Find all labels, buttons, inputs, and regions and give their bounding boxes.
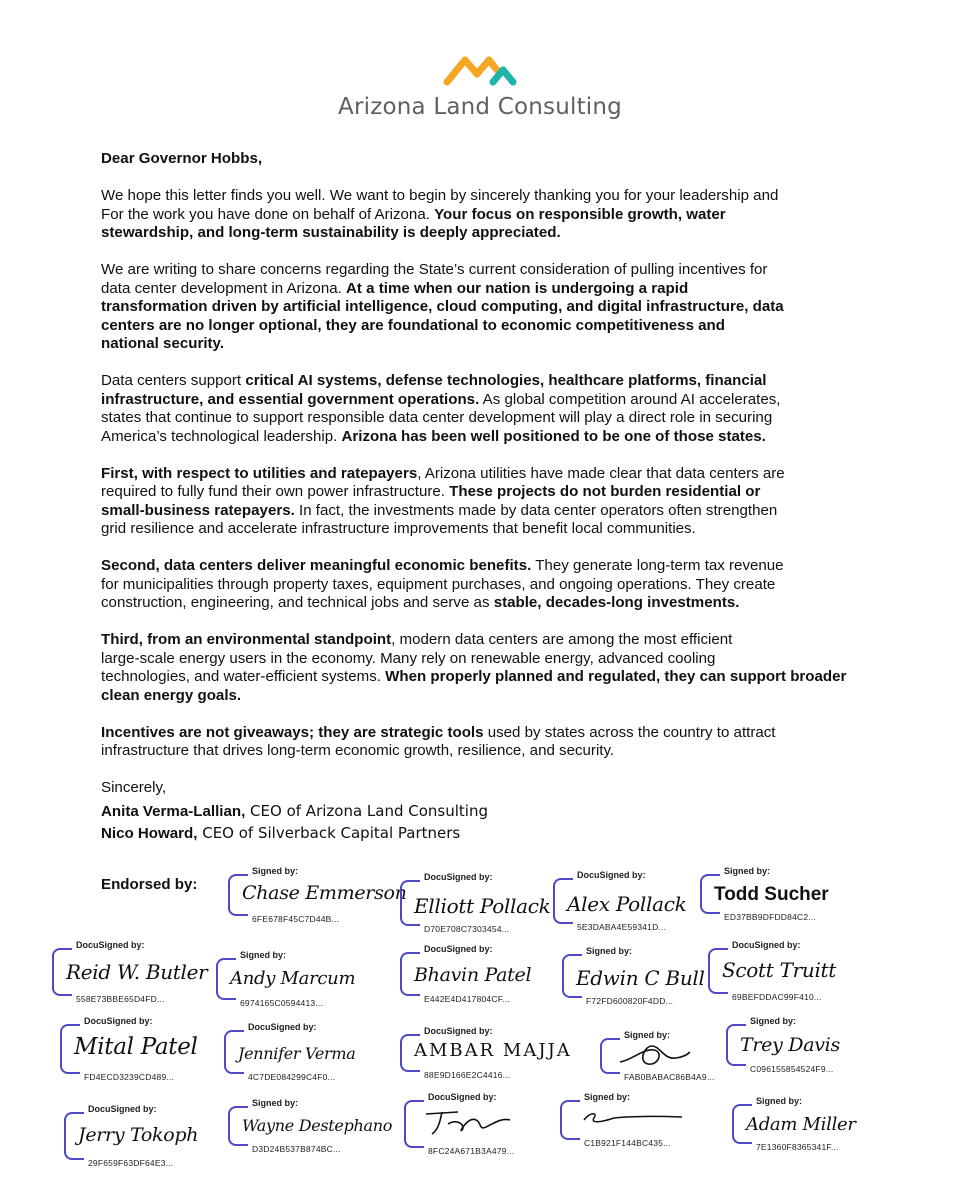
signature-header: DocuSigned by: — [577, 870, 646, 880]
text-span: Data centers support — [101, 372, 246, 389]
signature-id: 6FE678F45C7D44B... — [252, 914, 340, 924]
text-span: America’s technological leadership. — [101, 427, 342, 445]
text-line: We are writing to share concerns regarding the State’s current consideration of pulling incentives for — [101, 261, 768, 278]
signature-header: Signed by: — [750, 1016, 797, 1026]
signature-header: DocuSigned by: — [88, 1104, 157, 1114]
letter-body — [101, 150, 891, 844]
company-logo — [0, 52, 960, 120]
paragraph-support — [101, 372, 891, 446]
signature-id: C1B921F144BC435... — [584, 1138, 671, 1148]
signature-image: Todd Sucher — [714, 884, 829, 905]
logo-mark-icon — [443, 52, 517, 88]
signature-block — [400, 944, 550, 1004]
signature-image: Trey Davis — [740, 1034, 840, 1056]
signature-id: D3D24B537B874BC... — [252, 1144, 341, 1154]
paragraph-intro — [101, 187, 891, 243]
signature-block — [228, 1098, 393, 1154]
signature-image: Mital Patel — [74, 1034, 198, 1060]
signature-block — [562, 946, 705, 1006]
signature-image: AMBAR MAJJA — [414, 1040, 572, 1061]
signature-image: Andy Marcum — [230, 968, 356, 989]
signature-block — [216, 950, 356, 1008]
signature-id: 29F659F63DF64E3... — [88, 1158, 174, 1168]
signature-header: Signed by: — [252, 866, 299, 876]
signature-block — [560, 1092, 700, 1148]
signature-id: D70E708C7303454... — [424, 924, 510, 934]
text-line: states that continue to support responsible data center development will play a direct role in securing — [101, 409, 773, 426]
signature-block — [732, 1096, 857, 1152]
signer-name: Nico Howard, — [101, 825, 198, 842]
signature-id: 69BEFDDAC99F410... — [732, 992, 822, 1002]
text-span: They generate long-term tax revenue — [531, 557, 784, 574]
signature-image: Jennifer Verma — [238, 1044, 356, 1063]
signature-scribble-icon — [574, 1104, 686, 1130]
signature-scribble-icon — [614, 1042, 694, 1070]
signature-id: 8FC24A671B3A479... — [428, 1146, 515, 1156]
text-line: large-scale energy users in the economy. Many rely on renewable energy, advanced cooling — [101, 649, 716, 667]
bold-line: transformation driven by artificial intelligence, cloud computing, and digital infrastructure, data — [101, 298, 784, 315]
text-line: for municipalities through property taxes, equipment purchases, and ongoing operations. They create — [101, 575, 776, 593]
signature-block — [400, 872, 550, 934]
signature-header: DocuSigned by: — [424, 872, 493, 882]
bold-line: stewardship, and long-term sustainability is deeply appreciated. — [101, 224, 561, 241]
signature-id: C096155854524F9... — [750, 1064, 834, 1074]
bold-span: First, with respect to utilities and ratepayers — [101, 464, 418, 482]
text-span: , Arizona utilities have made clear that data centers are — [417, 464, 785, 482]
signature-header: DocuSigned by: — [248, 1022, 317, 1032]
signature-image: Jerry Tokoph — [78, 1124, 199, 1146]
signer-name: Anita Verma-Lallian, — [101, 802, 246, 820]
bold-span: Incentives are not giveaways; they are strategic tools — [101, 723, 484, 741]
signature-id: F72FD600820F4DD... — [586, 996, 674, 1006]
signature-block — [700, 866, 850, 922]
signature-block — [726, 1016, 856, 1074]
signature-id: 4C7DE084299C4F0... — [248, 1072, 336, 1082]
signature-image: Reid W. Butler — [66, 960, 208, 984]
signature-block — [600, 1030, 715, 1082]
signature-header: DocuSigned by: — [428, 1092, 497, 1102]
signature-id: 5E3DABA4E59341D... — [577, 922, 667, 932]
text-line: infrastructure that drives long-term economic growth, resilience, and security. — [101, 742, 615, 759]
signature-header: Signed by: — [584, 1092, 631, 1102]
signature-block — [64, 1104, 209, 1168]
bold-span: When properly planned and regulated, they can support broader — [385, 668, 847, 685]
signature-header: DocuSigned by: — [732, 940, 801, 950]
signature-block — [404, 1092, 549, 1156]
bold-span: infrastructure, and essential government operations. — [101, 390, 480, 408]
text-span: , modern data centers are among the most efficient — [391, 631, 733, 648]
endorsed-label: Endorsed by: — [101, 876, 198, 893]
signature-image: Elliott Pollack — [414, 894, 551, 918]
signature-block — [708, 940, 853, 1002]
signature-id: ED37BB9DFDD84C2... — [724, 912, 816, 922]
signature-block — [60, 1016, 210, 1082]
signature-header: Signed by: — [252, 1098, 299, 1108]
salutation: Sincerely, — [101, 779, 167, 796]
signature-id: 558E73BBE65D4FD... — [76, 994, 165, 1004]
letter-closing — [101, 779, 891, 844]
signature-scribble-icon — [418, 1104, 528, 1138]
bold-line: centers are no longer optional, they are foundational to economic competitiveness and — [101, 316, 725, 334]
text-span: For the work you have done on behalf of Arizona. — [101, 205, 435, 223]
signature-header: DocuSigned by: — [76, 940, 145, 950]
signature-header: Signed by: — [756, 1096, 803, 1106]
paragraph-concerns — [101, 261, 891, 354]
bold-span: stable, decades-long investments. — [493, 594, 740, 611]
text-span: used by states across the country to attract — [483, 723, 776, 741]
text-span: data center development in Arizona. — [101, 279, 347, 297]
signature-id: 88E9D166E2C4416... — [424, 1070, 511, 1080]
signature-header: Signed by: — [724, 866, 771, 876]
bold-span: At a time when our nation is undergoing a rapid — [346, 279, 689, 297]
signature-block — [224, 1022, 374, 1082]
bold-line: clean energy goals. — [101, 686, 242, 704]
signature-image: Bhavin Patel — [414, 964, 532, 986]
signature-image: Chase Emmerson — [242, 882, 407, 904]
signature-id: E442E4D417804CF... — [424, 994, 510, 1004]
signature-image: Wayne Destephano — [242, 1116, 393, 1135]
text-span: required to fully fund their own power infrastructure. — [101, 483, 450, 500]
text-line: grid resilience and accelerate infrastructure improvements that benefit local communities. — [101, 520, 696, 537]
text-span: In fact, the investments made by data center operators often strengthen — [294, 501, 778, 519]
signer-role: CEO of Silverback Capital Partners — [197, 824, 461, 842]
bold-span: Third, from an environmental standpoint — [101, 631, 392, 648]
signature-header: DocuSigned by: — [84, 1016, 153, 1026]
signature-block — [228, 866, 407, 924]
signature-id: FAB0BABAC86B4A9... — [624, 1072, 715, 1082]
company-name: Arizona Land Consulting — [338, 94, 622, 120]
paragraph-utilities — [101, 465, 891, 539]
bold-span: small-business ratepayers. — [101, 501, 295, 519]
signature-block — [52, 940, 212, 1004]
signature-id: 6974165C0594413... — [240, 998, 324, 1008]
bold-span: critical AI systems, defense technologies, healthcare platforms, financial — [245, 372, 767, 389]
bold-span: These projects do not burden residential or — [449, 483, 761, 500]
letter-greeting: Dear Governor Hobbs, — [101, 150, 263, 167]
signature-image: Scott Truitt — [722, 958, 837, 982]
signature-id: FD4ECD3239CD489... — [84, 1072, 175, 1082]
text-span: construction, engineering, and technical jobs and serve as — [101, 594, 494, 611]
bold-span: Second, data centers deliver meaningful economic benefits. — [101, 557, 532, 574]
signature-header: Signed by: — [240, 950, 287, 960]
signer-role: CEO of Arizona Land Consulting — [245, 801, 488, 820]
signature-header: Signed by: — [624, 1030, 671, 1040]
signature-block — [553, 870, 693, 932]
bold-line: national security. — [101, 335, 225, 352]
signature-block — [400, 1026, 590, 1080]
paragraph-incentives — [101, 724, 891, 761]
paragraph-environmental — [101, 631, 891, 705]
signature-header: Signed by: — [586, 946, 633, 956]
text-line: We hope this letter finds you well. We want to begin by sincerely thanking you for your leadership and — [101, 187, 779, 204]
bold-span: Your focus on responsible growth, water — [434, 205, 726, 223]
signature-header: DocuSigned by: — [424, 944, 493, 954]
text-span: technologies, and water-efficient systems. — [101, 668, 386, 685]
text-span: As global competition around AI accelerates, — [479, 390, 781, 408]
paragraph-economic — [101, 557, 891, 613]
signer-1 — [101, 802, 891, 822]
signer-2 — [101, 824, 891, 844]
signature-image: Edwin C Bull — [576, 966, 705, 990]
signature-image: Adam Miller — [746, 1114, 856, 1135]
bold-span: Arizona has been well positioned to be one of those states. — [341, 427, 766, 445]
signature-image: Alex Pollack — [567, 892, 687, 916]
signature-id: 7E1360F8365341F... — [756, 1142, 839, 1152]
signature-header: DocuSigned by: — [424, 1026, 493, 1036]
